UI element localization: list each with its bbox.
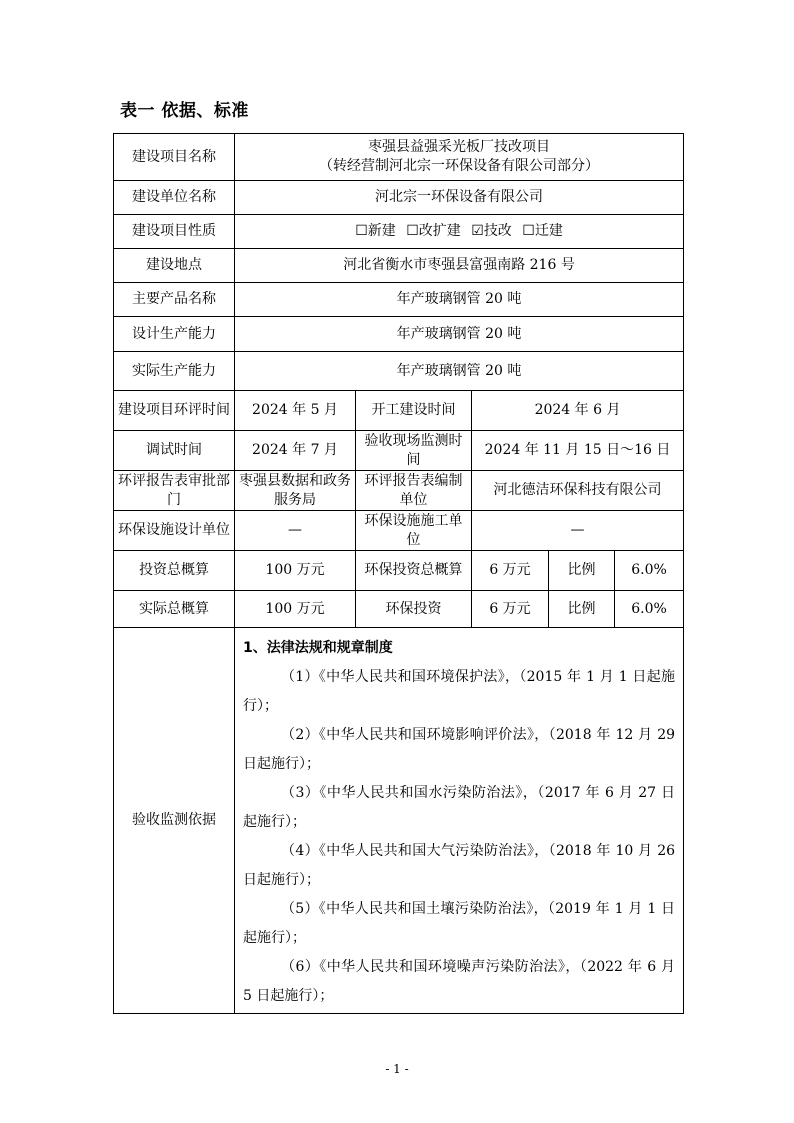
option-relocation[interactable] <box>522 223 563 239</box>
investment-label: 投资总概算 <box>114 551 235 591</box>
construction-start-label: 开工建设时间 <box>356 391 472 431</box>
law-item: （2）《中华人民共和国环境影响评价法》，（2018 年 12 月 29 日起施行）； <box>243 727 676 772</box>
actual-ratio-label: 比例 <box>549 591 615 628</box>
row-debug-time <box>114 431 684 471</box>
approval-dept-value: 枣强县数据和政务服务局 <box>235 471 356 511</box>
debug-time-label: 调试时间 <box>114 431 235 471</box>
checkbox-relocation-icon: ☐ <box>522 223 535 239</box>
monitoring-basis-content <box>235 628 684 1014</box>
project-name-value <box>235 134 684 181</box>
row-eia-time <box>114 391 684 431</box>
env-investment-label: 环保投资 <box>356 591 472 628</box>
row-location <box>114 249 684 283</box>
facility-construction-label: 环保设施施工单位 <box>356 511 472 551</box>
unit-name-value: 河北宗一环保设备有限公司 <box>235 181 684 215</box>
facility-design-label: 环保设施设计单位 <box>114 511 235 551</box>
row-investment <box>114 551 684 591</box>
env-investment-budget-value: 6 万元 <box>472 551 549 591</box>
location-label: 建设地点 <box>114 249 235 283</box>
checkbox-new-icon: ☐ <box>355 223 368 239</box>
basis-standard-table <box>113 133 684 1014</box>
design-capacity-label: 设计生产能力 <box>114 317 235 352</box>
project-name-label: 建设项目名称 <box>114 134 235 181</box>
location-value: 河北省衡水市枣强县富强南路 216 号 <box>235 249 684 283</box>
project-nature-options <box>235 215 684 249</box>
checkbox-expansion-icon: ☐ <box>406 223 419 239</box>
monitoring-basis-label: 验收监测依据 <box>114 628 235 1014</box>
project-name-line2: （转经营制河北宗一环保设备有限公司部分） <box>319 158 600 174</box>
main-product-value: 年产玻璃钢管 20 吨 <box>235 283 684 317</box>
row-main-product <box>114 283 684 317</box>
project-name-line1: 枣强县益强采光板厂技改项目 <box>368 139 551 155</box>
option-relocation-label: 迁建 <box>534 223 563 239</box>
design-capacity-value: 年产玻璃钢管 20 吨 <box>235 317 684 352</box>
monitoring-time-value: 2024 年 11 月 15 日～16 日 <box>472 431 684 471</box>
law-item: （6）《中华人民共和国环境噪声污染防治法》，（2022 年 6 月 5 日起施行）； <box>243 959 676 1004</box>
row-design-capacity <box>114 317 684 352</box>
row-project-name <box>114 134 684 181</box>
row-project-nature <box>114 215 684 249</box>
project-nature-label: 建设项目性质 <box>114 215 235 249</box>
document-title: 表一 依据、标准 <box>120 101 249 121</box>
env-investment-value: 6 万元 <box>472 591 549 628</box>
investment-ratio-label: 比例 <box>549 551 615 591</box>
option-new[interactable] <box>355 223 396 239</box>
investment-ratio-value: 6.0% <box>615 551 684 591</box>
report-compiler-label: 环评报告表编制单位 <box>356 471 472 511</box>
facility-design-value: — <box>235 511 356 551</box>
row-actual-investment <box>114 591 684 628</box>
debug-time-value: 2024 年 7 月 <box>235 431 356 471</box>
option-expansion[interactable] <box>406 223 461 239</box>
approval-dept-label: 环评报告表审批部门 <box>114 471 235 511</box>
laws-section-heading: 1、法律法规和规章制度 <box>243 640 393 656</box>
construction-start-value: 2024 年 6 月 <box>472 391 684 431</box>
actual-capacity-value: 年产玻璃钢管 20 吨 <box>235 352 684 391</box>
eia-time-value: 2024 年 5 月 <box>235 391 356 431</box>
unit-name-label: 建设单位名称 <box>114 181 235 215</box>
row-actual-capacity <box>114 352 684 391</box>
checkbox-checked-icon: ☑ <box>471 223 484 239</box>
report-compiler-value: 河北德洁环保科技有限公司 <box>472 471 684 511</box>
row-approval <box>114 471 684 511</box>
row-unit-name <box>114 181 684 215</box>
actual-ratio-value: 6.0% <box>615 591 684 628</box>
eia-time-label: 建设项目环评时间 <box>114 391 235 431</box>
facility-construction-value: — <box>472 511 684 551</box>
page-number: - 1 - <box>385 1062 409 1076</box>
option-expansion-label: 改扩建 <box>418 223 461 239</box>
investment-value: 100 万元 <box>235 551 356 591</box>
option-technical-upgrade-label: 技改 <box>483 223 512 239</box>
row-monitoring-basis <box>114 628 684 1014</box>
monitoring-time-label: 验收现场监测时间 <box>356 431 472 471</box>
option-technical-upgrade[interactable] <box>471 223 512 239</box>
option-new-label: 新建 <box>367 223 396 239</box>
law-item: （4）《中华人民共和国大气污染防治法》，（2018 年 10 月 26 日起施行）； <box>243 843 676 888</box>
row-facility-design <box>114 511 684 551</box>
actual-investment-label: 实际总概算 <box>114 591 235 628</box>
law-item: （1）《中华人民共和国环境保护法》，（2015 年 1 月 1 日起施行）； <box>243 669 676 714</box>
main-product-label: 主要产品名称 <box>114 283 235 317</box>
actual-capacity-label: 实际生产能力 <box>114 352 235 391</box>
actual-investment-value: 100 万元 <box>235 591 356 628</box>
law-item: （5）《中华人民共和国土壤污染防治法》，（2019 年 1 月 1 日起施行）； <box>243 901 676 946</box>
env-investment-budget-label: 环保投资总概算 <box>356 551 472 591</box>
law-item: （3）《中华人民共和国水污染防治法》，（2017 年 6 月 27 日起施行）； <box>243 785 676 830</box>
